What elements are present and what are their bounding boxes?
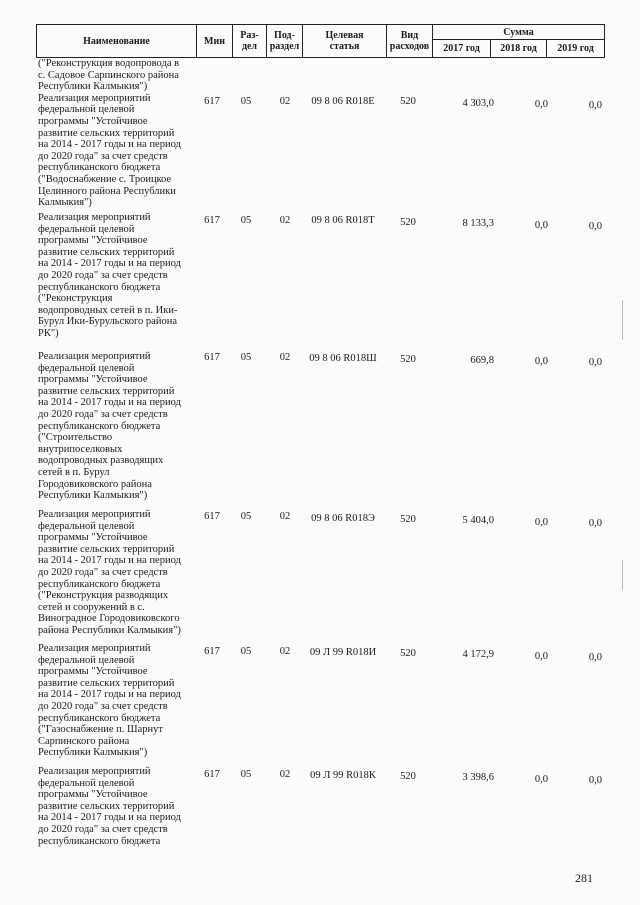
row-sum-2019: 0,0 <box>588 357 602 368</box>
row-min: 617 <box>204 352 220 363</box>
row-vid-raskhodov: 520 <box>400 514 416 525</box>
page-number: 281 <box>575 871 593 885</box>
row-sum-2019: 0,0 <box>588 775 602 786</box>
row-tselevaya-statya: 09 8 06 R018T <box>311 215 375 226</box>
row-podrazdel: 02 <box>279 646 291 657</box>
row-sum-2018: 0,0 <box>534 517 548 528</box>
row-podrazdel: 02 <box>279 352 291 363</box>
row-name: Реализация мероприятий федеральной целевой программы "Устойчивое развитие сельских территорий на 2014 - 2017 годы и на период до 2020 года" за счет средств республиканского бюджета ("Газоснабжение п. Шарнут Сарпинского района Республики Калмыкия") <box>38 643 181 759</box>
row-sum-2019: 0,0 <box>588 518 602 529</box>
row-vid-raskhodov: 520 <box>400 354 416 365</box>
row-razdel: 05 <box>240 646 252 657</box>
row-min: 617 <box>204 769 220 780</box>
row-sum-2017: 5 404,0 <box>462 515 494 526</box>
row-razdel: 05 <box>240 215 252 226</box>
row-min: 617 <box>204 215 220 226</box>
row-sum-2018: 0,0 <box>534 774 548 785</box>
row-vid-raskhodov: 520 <box>400 96 416 107</box>
row-sum-2018: 0,0 <box>534 651 548 662</box>
row-sum-2017: 4 303,0 <box>462 98 494 109</box>
header-podrazdel: Под- раздел <box>267 25 303 58</box>
row-min: 617 <box>204 646 220 657</box>
row-vid-raskhodov: 520 <box>400 217 416 228</box>
header-min: Мин <box>197 25 233 58</box>
row-sum-2018: 0,0 <box>534 220 548 231</box>
row-name: Реализация мероприятий федеральной целевой программы "Устойчивое развитие сельских территорий на 2014 - 2017 годы и на период до 2020 года" за счет средств республиканского бюджета ("Реконструкция водопроводных сетей в п. Ики- Бурул Ики-Бурульского района РК") <box>38 212 181 339</box>
row-name: Реализация мероприятий федеральной целевой программы "Устойчивое развитие сельских территорий на 2014 - 2017 годы и на период до 2020 года" за счет средств республиканского бюджета ("Строительство внутрипоселковых водопроводных разводящих сетей в п. Бурул Городовиковского района Республики Калмыкия") <box>38 351 181 502</box>
row-sum-2017: 8 133,3 <box>462 218 494 229</box>
scan-edge-mark <box>622 300 623 340</box>
header-razdel: Раз- дел <box>233 25 267 58</box>
row-tselevaya-statya: 09 Л 99 R018К <box>310 770 376 781</box>
row-sum-2019: 0,0 <box>588 100 602 111</box>
row-tselevaya-statya: 09 8 06 R018Э <box>311 513 375 524</box>
row-tselevaya-statya: 09 8 06 R018E <box>311 96 375 107</box>
table-header <box>36 24 605 58</box>
row-podrazdel: 02 <box>279 215 291 226</box>
header-2019: 2019 год <box>547 40 605 58</box>
row-tselevaya-statya: 09 8 06 R018Ш <box>309 353 377 364</box>
row-name: Реализация мероприятий федеральной целевой программы "Устойчивое развитие сельских территорий на 2014 - 2017 годы и на период до 2020 года" за счет средств республиканского бюджета ("Реконструкция разводящих сетей и сооружений в с. Виноградное Городовиковского района Республики Калмыкия") <box>38 509 181 636</box>
row-razdel: 05 <box>240 511 252 522</box>
row-name: Реализация мероприятий федеральной целевой программы "Устойчивое развитие сельских территорий на 2014 - 2017 годы и на период до 2020 года" за счет средств республиканского бюджета <box>38 766 181 847</box>
header-name: Наименование <box>37 25 197 58</box>
row-razdel: 05 <box>240 96 252 107</box>
row-vid-raskhodov: 520 <box>400 771 416 782</box>
row-podrazdel: 02 <box>279 511 291 522</box>
row-min: 617 <box>204 96 220 107</box>
header-2017: 2017 год <box>433 40 491 58</box>
header-summa: Сумма <box>433 25 605 40</box>
row-min: 617 <box>204 511 220 522</box>
header-tselevaya-statya: Целевая статья <box>303 25 387 58</box>
row-sum-2019: 0,0 <box>588 221 602 232</box>
row-vid-raskhodov: 520 <box>400 648 416 659</box>
row-tselevaya-statya: 09 Л 99 R018И <box>309 647 377 658</box>
header-2018: 2018 год <box>491 40 547 58</box>
row-razdel: 05 <box>240 769 252 780</box>
row-podrazdel: 02 <box>279 96 291 107</box>
row-sum-2019: 0,0 <box>588 652 602 663</box>
row-podrazdel: 02 <box>279 769 291 780</box>
row-razdel: 05 <box>240 352 252 363</box>
row-sum-2017: 4 172,9 <box>462 649 494 660</box>
row-sum-2017: 3 398,6 <box>462 772 494 783</box>
row-sum-2017: 669,8 <box>470 355 494 366</box>
row-name: ("Реконструкция водопровода в с. Садовое Сарпинского района Республики Калмыкия") Реализация мероприятий федеральной целевой программы "Устойчивое развитие сельских территорий на 2014 - 2017 годы и на период до 2020 года" за счет средств республиканского бюджета ("Водоснабжение с. Троицкое Целинного района Республики Калмыкия") <box>38 58 181 209</box>
scan-edge-mark <box>622 560 623 590</box>
row-sum-2018: 0,0 <box>534 356 548 367</box>
header-vid-raskhodov: Вид расходов <box>387 25 433 58</box>
row-sum-2018: 0,0 <box>534 99 548 110</box>
